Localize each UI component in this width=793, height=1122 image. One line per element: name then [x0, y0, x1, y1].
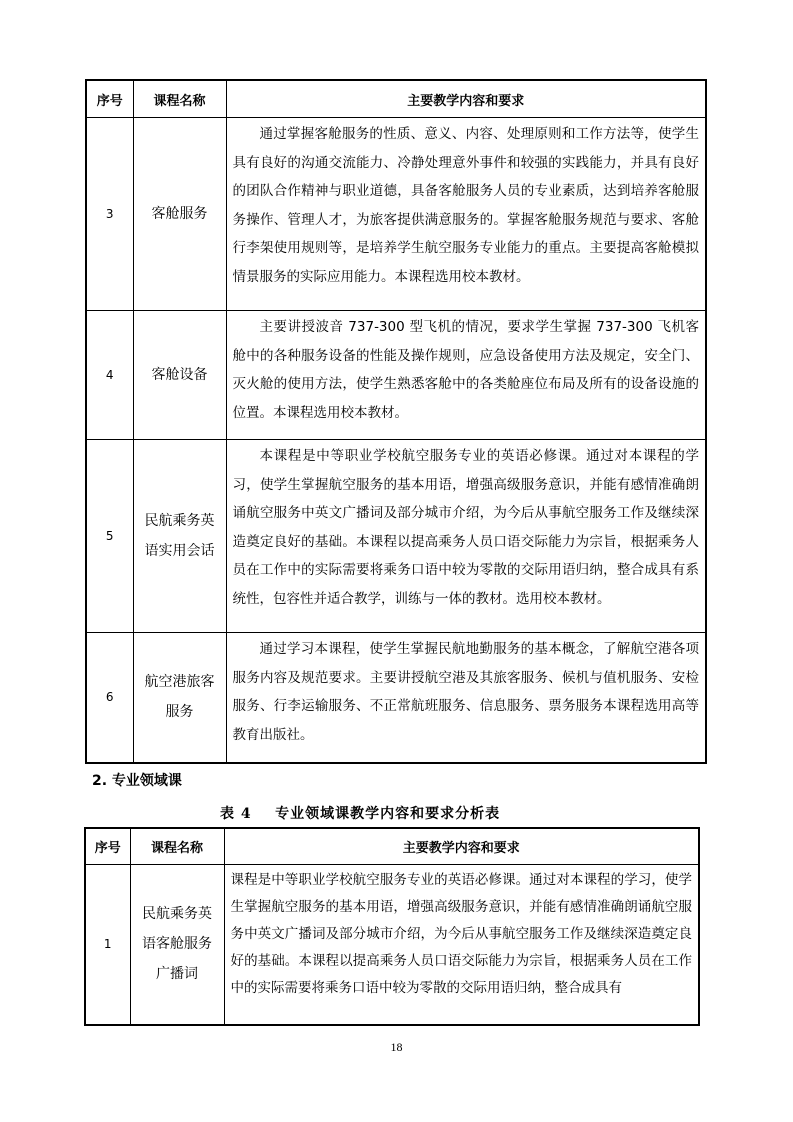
table-row	[86, 440, 706, 633]
course-table-professional	[84, 827, 700, 1026]
section-heading: 2. 专业领域课	[92, 773, 182, 789]
row-num: 3	[86, 118, 133, 311]
table-header-row	[85, 828, 699, 865]
table-caption: 表 4 专业领域课教学内容和要求分析表	[220, 806, 501, 822]
row-content: 本课程是中等职业学校航空服务专业的英语必修课。通过对本课程的学习，使学生掌握航空服务的基本用语，增强高级服务意识，并能有感情准确朗诵航空服务中英文广播词及部分城市介绍，为今后从事航空服务工作及继续深造奠定良好的基础。本课程以提高乘务人员口语交际能力为宗旨，根据乘务人员在工作中的实际需要将乘务口语中较为零散的交际用语归纳，整合成具有系统性，包容性并适合教学，训练与一体的教材。选用校本教材。	[226, 440, 706, 633]
course-table-general	[85, 79, 707, 764]
table-row	[86, 118, 706, 311]
row-num: 6	[86, 633, 133, 763]
row-content: 主要讲授波音 737-300 型飞机的情况，要求学生掌握 737-300 飞机客舱中的各种服务设备的性能及操作规则，应急设备使用方法及规定，安全门、灭火舱的使用方法，使学生熟悉客舱中的各类舱座位布局及所有的设备设施的位置。本课程选用校本教材。	[226, 311, 706, 440]
header-course-name: 课程名称	[133, 80, 226, 118]
row-num: 1	[85, 865, 130, 1025]
table-row	[86, 633, 706, 763]
header-course-name: 课程名称	[130, 828, 224, 865]
row-content: 通过掌握客舱服务的性质、意义、内容、处理原则和工作方法等，使学生具有良好的沟通交流能力、冷静处理意外事件和较强的实践能力，并具有良好的团队合作精神与职业道德，具备客舱服务人员的专业素质，达到培养客舱服务操作、管理人才，为旅客提供满意服务的。掌握客舱服务规范与要求、客舱行李架使用规则等，是培养学生航空服务专业能力的重点。主要提高客舱模拟情景服务的实际应用能力。本课程选用校本教材。	[226, 118, 706, 311]
row-course-name: 民航乘务英语实用会话	[133, 440, 226, 633]
row-course-name: 客舱设备	[133, 311, 226, 440]
row-course-name: 客舱服务	[133, 118, 226, 311]
table-header-row	[86, 80, 706, 118]
header-content: 主要教学内容和要求	[224, 828, 699, 865]
header-num: 序号	[86, 80, 133, 118]
table-row	[86, 311, 706, 440]
page-number: 18	[390, 1040, 403, 1054]
row-course-name: 民航乘务英语客舱服务广播词	[130, 865, 224, 1025]
header-num: 序号	[85, 828, 130, 865]
row-content: 通过学习本课程，使学生掌握民航地勤服务的基本概念，了解航空港各项服务内容及规范要求。主要讲授航空港及其旅客服务、候机与值机服务、安检服务、行李运输服务、不正常航班服务、信息服务、票务服务本课程选用高等教育出版社。	[226, 633, 706, 763]
table-row	[85, 865, 699, 1025]
row-content: 课程是中等职业学校航空服务专业的英语必修课。通过对本课程的学习，使学生掌握航空服务的基本用语，增强高级服务意识，并能有感情准确朗诵航空服务中英文广播词及部分城市介绍，为今后从事航空服务工作及继续深造奠定良好的基础。本课程以提高乘务人员口语交际能力为宗旨，根据乘务人员在工作中的实际需要将乘务口语中较为零散的交际用语归纳，整合成具有	[224, 865, 699, 1025]
header-content: 主要教学内容和要求	[226, 80, 706, 118]
row-num: 5	[86, 440, 133, 633]
row-num: 4	[86, 311, 133, 440]
row-course-name: 航空港旅客服务	[133, 633, 226, 763]
